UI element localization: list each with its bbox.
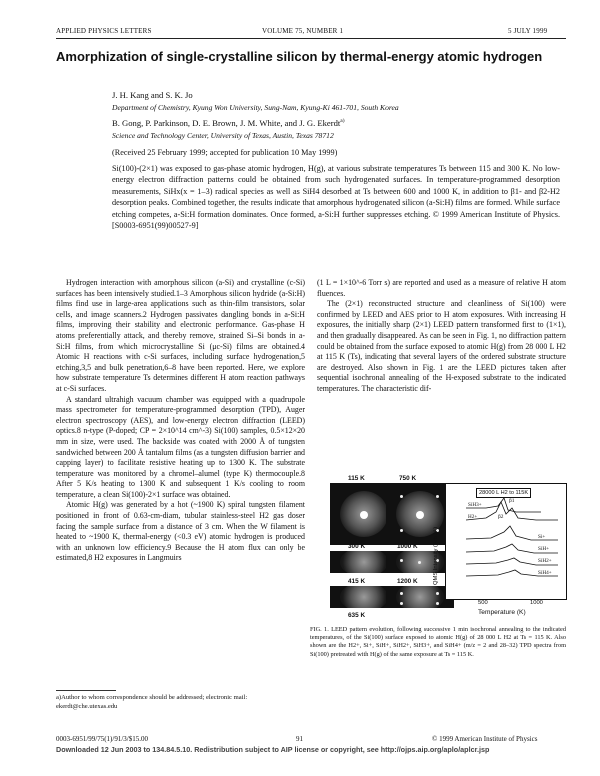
tpd-traces — [446, 484, 566, 599]
download-notice: Downloaded 12 Jun 2003 to 134.84.5.10. Redistribution subject to AIP license or copyright, see http://ojps.aip.org/aplo/aplcr.jsp — [56, 745, 490, 754]
authors-first-group: J. H. Kang and S. K. Jo — [112, 90, 193, 100]
authors-second-names: B. Gong, P. Parkinson, D. E. Brown, J. M. White, and J. G. Ekerdt — [112, 118, 341, 128]
panel-label-415k: 415 K — [348, 578, 366, 585]
paragraph-intro: Hydrogen interaction with amorphous silicon (a-Si) and crystalline (c-Si) surfaces has been intensively studied.1–3 Amorphous silicon hydride (a-Si:H) films find use in large-area applications such as thin-film transistors, solar cells, and image scanners.2 Hydrogen passivates dangling bonds in a-Si:H films, improving their stability and electronic performance. Gas-phase H atoms preferentially attack, and thereby remove, strained Si–Si bonds in a-Si:H films, from which microcrystalline Si (μc-Si) films are obtained.4 Atomic H reactions with c-Si surfaces, including surface hydrogenation,5 etching,3,5 and bulk penetration,6–8 have been reported. Here, we explore how substrate temperature Ts determines different H atom reaction pathways at c-Si surfaces. — [56, 278, 305, 393]
trace-label-sih2: SiH2+ — [538, 558, 552, 564]
trace-label-sih4: SiH4+ — [538, 570, 552, 576]
figure-caption: FIG. 1. LEED pattern evolution, following successive 1 min isochronal annealing to the indicated temperatures, of the Si(100) surface exposed to atomic H(g) of 28 000 L H2 at Ts = 115 K. Also shown are the H2+, Si+, SiH+, SiH2+, SiH3+, and SiH4+ (m/z = 2 and 28–32) TPD spectra from Si(100) pretreated with H(g) of the same exposure at Ts = 115 K. — [310, 626, 566, 658]
trace-label-beta1: β1 — [509, 498, 515, 504]
trace-label-beta2: β2 — [498, 514, 504, 520]
leed-panel-750k — [386, 483, 454, 545]
authors-second-group — [112, 118, 345, 128]
paragraph-experimental: A standard ultrahigh vacuum chamber was equipped with a quadrupole mass spectrometer for temperature-programmed desorption (TPD), Auger electron spectroscopy (AES), and low-energy electron diffraction (LEED) optics.8 n-type (P-doped; CP = 2×10^14 cm^-3) Si(100) samples, 0.5×12×20 mm in size, were used. The backside was coated with 2000 Å of tungsten sandwiched between 200 Å tantalum films (as a tungsten diffusion barrier and capping layer) to facilitate resistive heating up to 1300 K. The substrate temperature was monitored by a chromel–alumel (type K) thermocouple.8 After 5 K/s heating to 1300 K and subsequent 1 K/s cooling to room temperature, a clean Si(100)-2×1 surface was obtained. — [56, 394, 305, 499]
panel-label-750k: 750 K — [399, 475, 417, 482]
issue-date: 5 JULY 1999 — [508, 27, 548, 35]
affiliation-second: Science and Technology Center, University of Texas, Austin, Texas 78712 — [112, 131, 334, 140]
affiliation-first: Department of Chemistry, Kyung Won University, Sung-Nam, Kyung-Ki 461-701, South Korea — [112, 103, 399, 112]
left-column — [56, 278, 305, 564]
paper-title: Amorphization of single-crystalline silicon by thermal-energy atomic hydrogen — [56, 49, 543, 64]
paragraph-langmuir: (1 L = 1×10^-6 Torr s) are reported and used as a measure of relative H atom fluences. — [317, 278, 566, 298]
header-rule — [56, 38, 566, 39]
tpd-legend: 28000 L H2 to 115K — [476, 488, 531, 498]
footnote: a)Author to whom correspondence should be addressed; electronic mail: ekerdt@che.utexas.edu — [56, 694, 248, 710]
panel-label-635k: 635 K — [348, 612, 366, 619]
copyright: © 1999 American Institute of Physics — [432, 735, 538, 743]
trace-label-sih: SiH+ — [538, 546, 549, 552]
leed-panel-1200k — [386, 586, 454, 608]
volume-info: VOLUME 75, NUMBER 1 — [262, 27, 344, 35]
panel-label-300k: 300 K — [348, 543, 366, 550]
paragraph-leed: The (2×1) reconstructed structure and cleanliness of Si(100) were confirmed by LEED and AES prior to H atom exposures. With increasing H exposures, the initially sharp (2×1) LEED pattern transformed first to (1×1), and then gradually disappeared. As can be seen in Fig. 1, no diffraction pattern could be obtained from the surface exposed to atomic H(g) from 28 000 L H2 at 115 K (Ts), indicating that several layers of the ordered substrate structure are destroyed. Also shown in Fig. 1 are the LEED pictures taken after sequential isochronal annealing of the H-exposed substrate to the indicated temperatures. The characteristic dif- — [317, 299, 566, 393]
panel-label-1200k: 1200 K — [397, 578, 418, 585]
tpd-plot — [445, 483, 567, 600]
paragraph-atomic-h: Atomic H(g) was generated by a hot (~1900 K) spiral tungsten filament positioned in front of 0.63-cm-diam, tubular stainless-steel H2 gas doser facing the sample surface from a distance of 3 cm. When the W filament is heated to ~1900 K, thermal-energy (<0.3 eV) atomic hydrogen is produced with an unknown low efficiency.9 Because the H atom flux can only be estimated,8 H2 exposures in Langmuirs — [56, 500, 305, 563]
corresponding-mark: a) — [340, 118, 345, 125]
journal-name: APPLIED PHYSICS LETTERS — [56, 27, 152, 35]
footnote-rule — [56, 690, 116, 691]
footer-code: 0003-6951/99/75(1)/91/3/$15.00 — [56, 735, 148, 743]
tpd-y-axis-label — [433, 573, 439, 585]
trace-label-h2: H2+ — [468, 514, 478, 520]
trace-label-sih3: SiH3+ — [468, 502, 482, 508]
page-number: 91 — [296, 735, 303, 743]
tpd-tick-500: 500 — [478, 600, 488, 606]
received-dates: (Received 25 February 1999; accepted for publication 10 May 1999) — [112, 148, 338, 157]
right-column — [317, 278, 566, 395]
abstract: Si(100)-(2×1) was exposed to gas-phase atomic hydrogen, H(g), at various substrate temperatures Ts between 115 and 300 K. No low-energy electron diffraction patterns could be obtained from such hydrogenated surfaces. In temperature-programmed desorption measurements, SiHx(x = 1–3) radical species as well as SiH4 desorbed at Ts between 600 and 1000 K, in addition to β1- and β2-H2 desorption peaks. Combined together, the results indicate that amorphous hydrogenated silicon (a-Si:H) films are formed. While surface etching competes, a-Si:H formation dominates. Once formed, a-Si:H further suppresses etching. © 1999 American Institute of Physics. [S0003-6951(99)00527-9] — [112, 164, 560, 231]
tpd-tick-1000: 1000 — [530, 600, 543, 606]
tpd-x-axis-label: Temperature (K) — [478, 609, 526, 616]
panel-label-115k: 115 K — [348, 475, 365, 482]
panel-label-1000k: 1000 K — [397, 543, 418, 550]
trace-label-si: Si+ — [538, 534, 546, 540]
leed-panel-1000k — [386, 551, 454, 573]
